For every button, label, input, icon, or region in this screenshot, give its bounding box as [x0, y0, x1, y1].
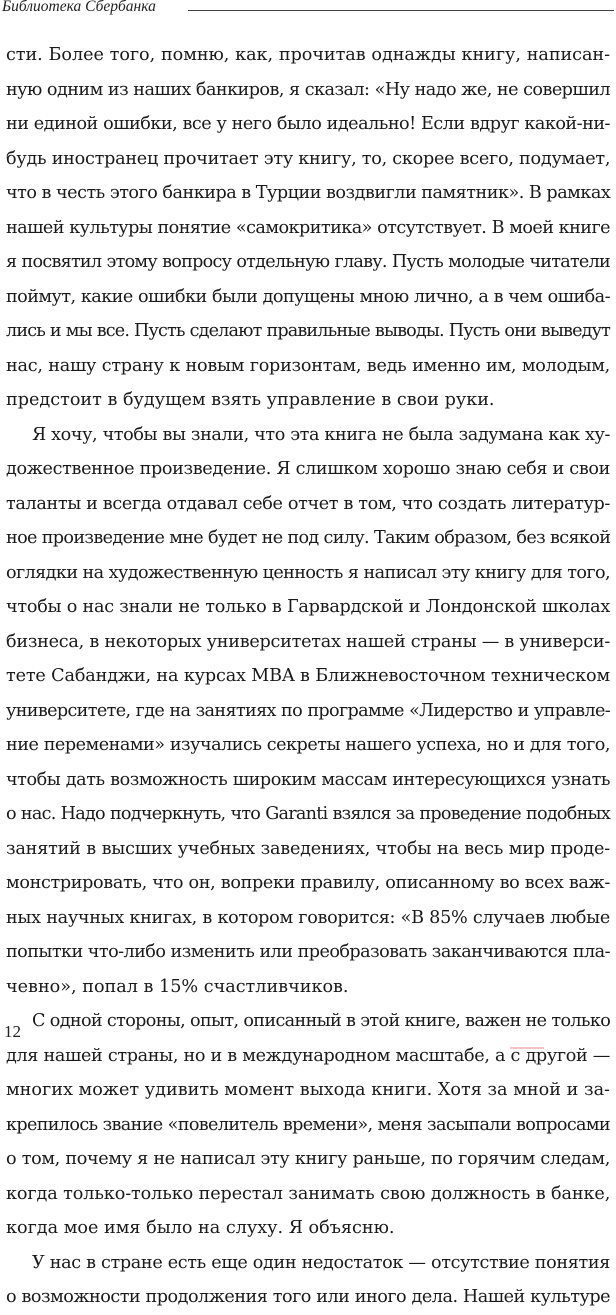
- text-line: о нас. Надо подчеркнуть, что Garanti взялся за проведение подобных: [6, 804, 610, 824]
- running-header: [2, 0, 614, 22]
- text-line: нашей культуры понятие «самокритика» отсутствует. В моей книге: [6, 217, 610, 238]
- text-line: оглядки на художественную ценность я написал эту книгу для того,: [6, 562, 610, 583]
- page-number: 12: [4, 1022, 21, 1041]
- text-line: ни единой ошибки, все у него было идеально! Если вдруг какой-ни-: [6, 114, 610, 134]
- text-line: таланты и всегда отдавал себе отчет в том, что создать литератур-: [6, 493, 610, 514]
- text-line: лись и мы все. Пусть сделают правильные выводы. Пусть они выведут: [6, 321, 610, 341]
- text-line: предстоит в будущем взять управление в свои руки.: [6, 390, 495, 410]
- text-line: многих может удивить момент выхода книги. Хотя за мной и за-: [6, 1080, 610, 1100]
- text-line: ную одним из наших банкиров, я сказал: «Ну надо же, не совершил: [6, 79, 610, 100]
- text-line: ное произведение мне будет не под силу. Таким образом, без всякой: [6, 528, 611, 548]
- text-line: нас, нашу страну к новым горизонтам, ведь именно им, молодым,: [6, 355, 610, 376]
- text-line: будь иностранец прочитает эту книгу, то, скорее всего, подумает,: [6, 148, 611, 169]
- text-line: С одной стороны, опыт, описанный в этой книге, важен не только: [32, 1011, 611, 1031]
- scan-mark: [510, 1047, 544, 1049]
- text-line: крепилось звание «повелитель времени», меня засыпали вопросами: [6, 1114, 610, 1135]
- text-line: когда мое имя было на слуху. Я объясню.: [6, 1218, 395, 1238]
- text-line: попытки что-либо изменить или преобразовать заканчиваются пла-: [6, 942, 610, 962]
- running-title: Библиотека Сбербанка: [2, 0, 156, 15]
- text-line: дожественное произведение. Я слишком хорошо знаю себя и свои: [6, 459, 610, 479]
- text-line: чтобы о нас знали не только в Гарвардской и Лондонской школах: [6, 597, 610, 617]
- text-line: Я хочу, чтобы вы знали, что эта книга не была задумана как ху-: [32, 424, 610, 445]
- text-line: монстрировать, что он, вопреки правилу, описанному во всех важ-: [6, 873, 610, 893]
- text-line: сти. Более того, помню, как, прочитав однажды книгу, написан-: [6, 45, 610, 65]
- text-line: поймут, какие ошибки были допущены мною лично, а в чем ошиба-: [6, 286, 610, 307]
- paragraph-3: [6, 1004, 610, 1246]
- text-line: занятий в высших учебных заведениях, чтобы на весь мир проде-: [6, 838, 610, 859]
- text-line: о возможности продолжения того или иного дела. Нашей культуре: [6, 1287, 610, 1307]
- text-line: У нас в стране есть еще один недостаток — отсутствие понятия: [32, 1252, 610, 1273]
- paragraph-4: [6, 1246, 610, 1315]
- body-text: [6, 38, 610, 1315]
- paragraph-2: [6, 418, 610, 1005]
- text-line: чевно», попал в 15% счастливчиков.: [6, 976, 349, 997]
- text-line: когда только-только перестал занимать свою должность в банке,: [6, 1183, 611, 1204]
- text-line: для нашей страны, но и в международном масштабе, а с другой —: [6, 1045, 610, 1066]
- paragraph-1: [6, 38, 610, 418]
- text-line: ных научных книгах, в котором говорится: «В 85% случаев любые: [6, 907, 610, 928]
- text-line: тете Сабанджи, на курсах MBA в Ближневосточном техническом: [6, 666, 610, 686]
- text-line: университете, где на занятиях по программе «Лидерство и управле-: [6, 700, 610, 721]
- text-line: ние переменами» изучались секреты нашего успеха, но и для того,: [6, 735, 610, 755]
- text-line: чтобы дать возможность широким массам интересующихся узнать: [6, 769, 610, 790]
- text-line: что в честь этого банкира в Турции воздвигли памятник». В рамках: [6, 183, 611, 203]
- text-line: бизнеса, в некоторых университетах нашей страны — в универси-: [6, 631, 611, 652]
- text-line: я посвятил этому вопросу отдельную главу. Пусть молодые читатели: [6, 252, 610, 272]
- text-line: о том, почему я не написал эту книгу раньше, по горячим следам,: [6, 1149, 610, 1169]
- header-rule: [188, 10, 614, 11]
